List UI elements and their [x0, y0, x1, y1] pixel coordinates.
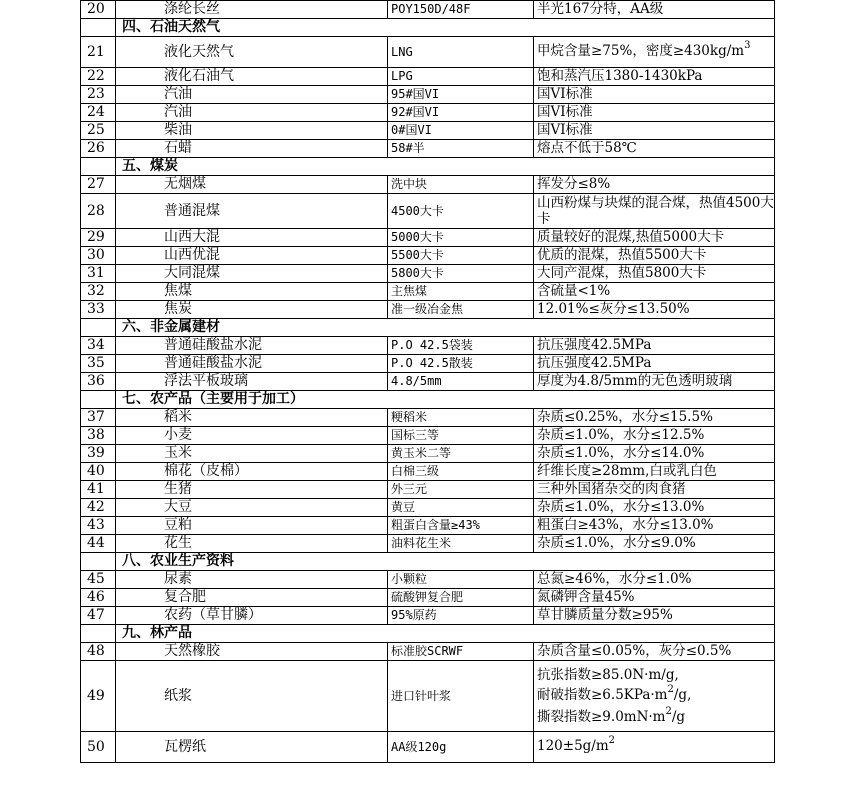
row-number: 38 [81, 427, 116, 445]
product-spec: 58#半 [388, 140, 534, 158]
product-name: 汽油 [116, 86, 388, 104]
product-name: 瓦楞纸 [116, 732, 388, 763]
standard-text: 熔点不低于58℃ [537, 140, 637, 156]
quality-standard [534, 481, 775, 499]
row-number: 26 [81, 140, 116, 158]
standard-text: 国VI标准 [537, 86, 593, 102]
row-number: 32 [81, 283, 116, 301]
product-name: 普通硅酸盐水泥 [116, 355, 388, 373]
product-spec: POY150D/48F [388, 1, 534, 19]
standard-text: 大同产混煤，热值5800大卡 [537, 265, 707, 281]
standard-text: 粗蛋白≥43%，水分≤13.0% [537, 517, 714, 533]
product-spec: 0#国VI [388, 122, 534, 140]
standard-text: 草甘膦质量分数≥95% [537, 607, 673, 623]
standard-text: 杂质≤1.0%，水分≤9.0% [537, 535, 696, 551]
table-row [81, 481, 775, 499]
table-row [81, 661, 775, 732]
row-number: 22 [81, 68, 116, 86]
quality-standard [534, 373, 775, 391]
standard-text: 半光167分特，AA级 [537, 1, 664, 17]
product-name: 无烟煤 [116, 176, 388, 194]
product-spec: 95#国VI [388, 86, 534, 104]
table-row [81, 229, 775, 247]
row-number: 50 [81, 732, 116, 763]
row-number: 39 [81, 445, 116, 463]
standard-text: 质量较好的混煤,热值5000大卡 [537, 229, 725, 245]
product-spec: 5800大卡 [388, 265, 534, 283]
product-spec: 小颗粒 [388, 571, 534, 589]
product-spec: P.O 42.5散装 [388, 355, 534, 373]
commodity-spec-table [80, 0, 775, 763]
product-name: 农药（草甘膦） [116, 607, 388, 625]
row-number: 42 [81, 499, 116, 517]
standard-text: 厚度为4.8/5mm的无色透明玻璃 [537, 373, 733, 389]
standard-text: 饱和蒸汽压1380-1430kPa [537, 68, 703, 84]
row-number: 24 [81, 104, 116, 122]
product-name: 普通混煤 [116, 194, 388, 229]
standard-text: 杂质≤1.0%，水分≤13.0% [537, 499, 705, 515]
quality-standard [534, 445, 775, 463]
quality-standard [534, 337, 775, 355]
standard-text-tail: /g [671, 709, 686, 725]
category-label: 四、石油天然气 [116, 19, 775, 37]
row-number: 28 [81, 194, 116, 229]
row-number: 30 [81, 247, 116, 265]
product-name: 涤纶长丝 [116, 1, 388, 19]
row-number: 21 [81, 37, 116, 68]
quality-standard [534, 68, 775, 86]
row-number: 37 [81, 409, 116, 427]
table-row [81, 535, 775, 553]
standard-line [537, 685, 774, 707]
row-number: 23 [81, 86, 116, 104]
product-name: 小麦 [116, 427, 388, 445]
empty-cell [81, 158, 116, 176]
table-row [81, 140, 775, 158]
product-name: 棉花（皮棉） [116, 463, 388, 481]
table-row [81, 1, 775, 19]
category-label: 七、农产品（主要用于加工） [116, 391, 775, 409]
product-name: 尿素 [116, 571, 388, 589]
table-row [81, 194, 775, 229]
quality-standard [534, 194, 775, 229]
standard-text-tail: /g, [673, 687, 692, 703]
quality-standard [534, 589, 775, 607]
product-spec: 5000大卡 [388, 229, 534, 247]
quality-standard [534, 499, 775, 517]
category-row [81, 319, 775, 337]
category-label: 六、非金属建材 [116, 319, 775, 337]
product-spec: LNG [388, 37, 534, 68]
table-row [81, 427, 775, 445]
standard-line [537, 707, 774, 729]
quality-standard [534, 535, 775, 553]
product-spec: AA级120g [388, 732, 534, 763]
product-spec: 黄玉米二等 [388, 445, 534, 463]
table-row [81, 517, 775, 535]
table-row [81, 37, 775, 68]
product-spec: 5500大卡 [388, 247, 534, 265]
product-name: 山西优混 [116, 247, 388, 265]
quality-standard [534, 643, 775, 661]
product-spec: LPG [388, 68, 534, 86]
product-spec: 洗中块 [388, 176, 534, 194]
quality-standard [534, 122, 775, 140]
product-name: 天然橡胶 [116, 643, 388, 661]
product-name: 大同混煤 [116, 265, 388, 283]
quality-standard [534, 104, 775, 122]
product-name: 玉米 [116, 445, 388, 463]
product-name: 花生 [116, 535, 388, 553]
product-name: 焦煤 [116, 283, 388, 301]
category-label: 八、农业生产资料 [116, 553, 775, 571]
table-row [81, 176, 775, 194]
product-spec: 进口针叶浆 [388, 661, 534, 732]
quality-standard [534, 607, 775, 625]
table-row [81, 301, 775, 319]
quality-standard [534, 140, 775, 158]
quality-standard [534, 1, 775, 19]
product-name: 稻米 [116, 409, 388, 427]
product-spec: 油料花生米 [388, 535, 534, 553]
quality-standard [534, 517, 775, 535]
table-row [81, 355, 775, 373]
table-row [81, 445, 775, 463]
quality-standard [534, 463, 775, 481]
product-name: 液化天然气 [116, 37, 388, 68]
superscript: 2 [667, 684, 674, 695]
table-row [81, 68, 775, 86]
row-number: 34 [81, 337, 116, 355]
row-number: 44 [81, 535, 116, 553]
table-row [81, 607, 775, 625]
category-label: 九、林产品 [116, 625, 775, 643]
superscript: 2 [665, 706, 672, 717]
product-name: 大豆 [116, 499, 388, 517]
empty-cell [81, 391, 116, 409]
product-name: 生猪 [116, 481, 388, 499]
standard-text: 抗张指数≥85.0N·m/g, [537, 667, 679, 683]
quality-standard [534, 283, 775, 301]
standard-text: 氮磷钾含量45% [537, 589, 635, 605]
superscript: 3 [744, 40, 751, 51]
quality-standard [534, 176, 775, 194]
product-spec: 标准胶SCRWF [388, 643, 534, 661]
standard-text: 杂质≤0.25%，水分≤15.5% [537, 409, 713, 425]
product-name: 豆粕 [116, 517, 388, 535]
table-row [81, 104, 775, 122]
product-spec: 外三元 [388, 481, 534, 499]
standard-text: 12.01%≤灰分≤13.50% [537, 301, 690, 317]
row-number: 49 [81, 661, 116, 732]
quality-standard [534, 732, 775, 763]
empty-cell [81, 19, 116, 37]
standard-text: 挥发分≤8% [537, 176, 611, 192]
row-number: 43 [81, 517, 116, 535]
quality-standard [534, 37, 775, 68]
standard-text: 总氮≥46%，水分≤1.0% [537, 571, 692, 587]
product-spec: 国标三等 [388, 427, 534, 445]
standard-text: 国VI标准 [537, 104, 593, 120]
product-name: 纸浆 [116, 661, 388, 732]
quality-standard [534, 301, 775, 319]
table-body [81, 1, 775, 763]
product-spec: 92#国VI [388, 104, 534, 122]
product-spec: 黄豆 [388, 499, 534, 517]
product-spec: 主焦煤 [388, 283, 534, 301]
row-number: 29 [81, 229, 116, 247]
table-row [81, 589, 775, 607]
row-number: 31 [81, 265, 116, 283]
quality-standard [534, 571, 775, 589]
empty-cell [81, 319, 116, 337]
category-row [81, 19, 775, 37]
standard-text: 抗压强度42.5MPa [537, 355, 652, 371]
row-number: 35 [81, 355, 116, 373]
product-name: 山西大混 [116, 229, 388, 247]
standard-text: 抗压强度42.5MPa [537, 337, 652, 353]
standard-text: 撕裂指数≥9.0mN·m [537, 709, 666, 725]
standard-text: 三种外国猪杂交的肉食猪 [537, 481, 686, 497]
quality-standard [534, 86, 775, 104]
product-spec: P.O 42.5袋装 [388, 337, 534, 355]
category-row [81, 391, 775, 409]
row-number: 36 [81, 373, 116, 391]
product-name: 焦炭 [116, 301, 388, 319]
table-row [81, 643, 775, 661]
row-number: 45 [81, 571, 116, 589]
table-row [81, 337, 775, 355]
product-spec: 硫酸钾复合肥 [388, 589, 534, 607]
superscript: 2 [608, 735, 616, 746]
row-number: 25 [81, 122, 116, 140]
table-row [81, 499, 775, 517]
table-row [81, 373, 775, 391]
product-spec: 粗蛋白含量≥43% [388, 517, 534, 535]
product-spec: 95%原药 [388, 607, 534, 625]
product-name: 复合肥 [116, 589, 388, 607]
row-number: 33 [81, 301, 116, 319]
standard-text: 国VI标准 [537, 122, 593, 138]
table-row [81, 409, 775, 427]
table-row [81, 571, 775, 589]
category-row [81, 553, 775, 571]
standard-text: 120±5g/m [537, 738, 609, 754]
product-spec: 4.8/5mm [388, 373, 534, 391]
empty-cell [81, 625, 116, 643]
product-name: 普通硅酸盐水泥 [116, 337, 388, 355]
product-spec: 4500大卡 [388, 194, 534, 229]
row-number: 20 [81, 1, 116, 19]
row-number: 48 [81, 643, 116, 661]
standard-line [537, 665, 774, 685]
standard-text: 含硫量<1% [537, 283, 611, 299]
empty-cell [81, 553, 116, 571]
product-name: 汽油 [116, 104, 388, 122]
standard-text: 山西粉煤与块煤的混合煤，热值4500大卡 [537, 195, 774, 227]
product-spec: 粳稻米 [388, 409, 534, 427]
table-row [81, 283, 775, 301]
table-row [81, 247, 775, 265]
quality-standard [534, 229, 775, 247]
row-number: 40 [81, 463, 116, 481]
quality-standard [534, 355, 775, 373]
row-number: 27 [81, 176, 116, 194]
product-name: 石蜡 [116, 140, 388, 158]
table-row [81, 122, 775, 140]
category-label: 五、煤炭 [116, 158, 775, 176]
table-row [81, 86, 775, 104]
table-row [81, 265, 775, 283]
product-spec: 准一级冶金焦 [388, 301, 534, 319]
row-number: 47 [81, 607, 116, 625]
product-name: 液化石油气 [116, 68, 388, 86]
product-name: 浮法平板玻璃 [116, 373, 388, 391]
quality-standard [534, 265, 775, 283]
standard-text: 纤维长度≥28mm,白或乳白色 [537, 463, 717, 479]
quality-standard [534, 427, 775, 445]
table-row [81, 732, 775, 763]
product-spec: 白棉三级 [388, 463, 534, 481]
standard-text: 杂质含量≤0.05%，灰分≤0.5% [537, 643, 732, 659]
quality-standard [534, 247, 775, 265]
standard-text: 甲烷含量≥75%，密度≥430kg/m [537, 43, 745, 59]
quality-standard [534, 409, 775, 427]
row-number: 46 [81, 589, 116, 607]
category-row [81, 625, 775, 643]
standard-text: 优质的混煤，热值5500大卡 [537, 247, 707, 263]
product-name: 柴油 [116, 122, 388, 140]
table-row [81, 463, 775, 481]
quality-standard [534, 661, 775, 732]
standard-text: 杂质≤1.0%，水分≤12.5% [537, 427, 705, 443]
category-row [81, 158, 775, 176]
row-number: 41 [81, 481, 116, 499]
standard-text: 耐破指数≥6.5KPa·m [537, 687, 668, 703]
standard-text: 杂质≤1.0%，水分≤14.0% [537, 445, 705, 461]
